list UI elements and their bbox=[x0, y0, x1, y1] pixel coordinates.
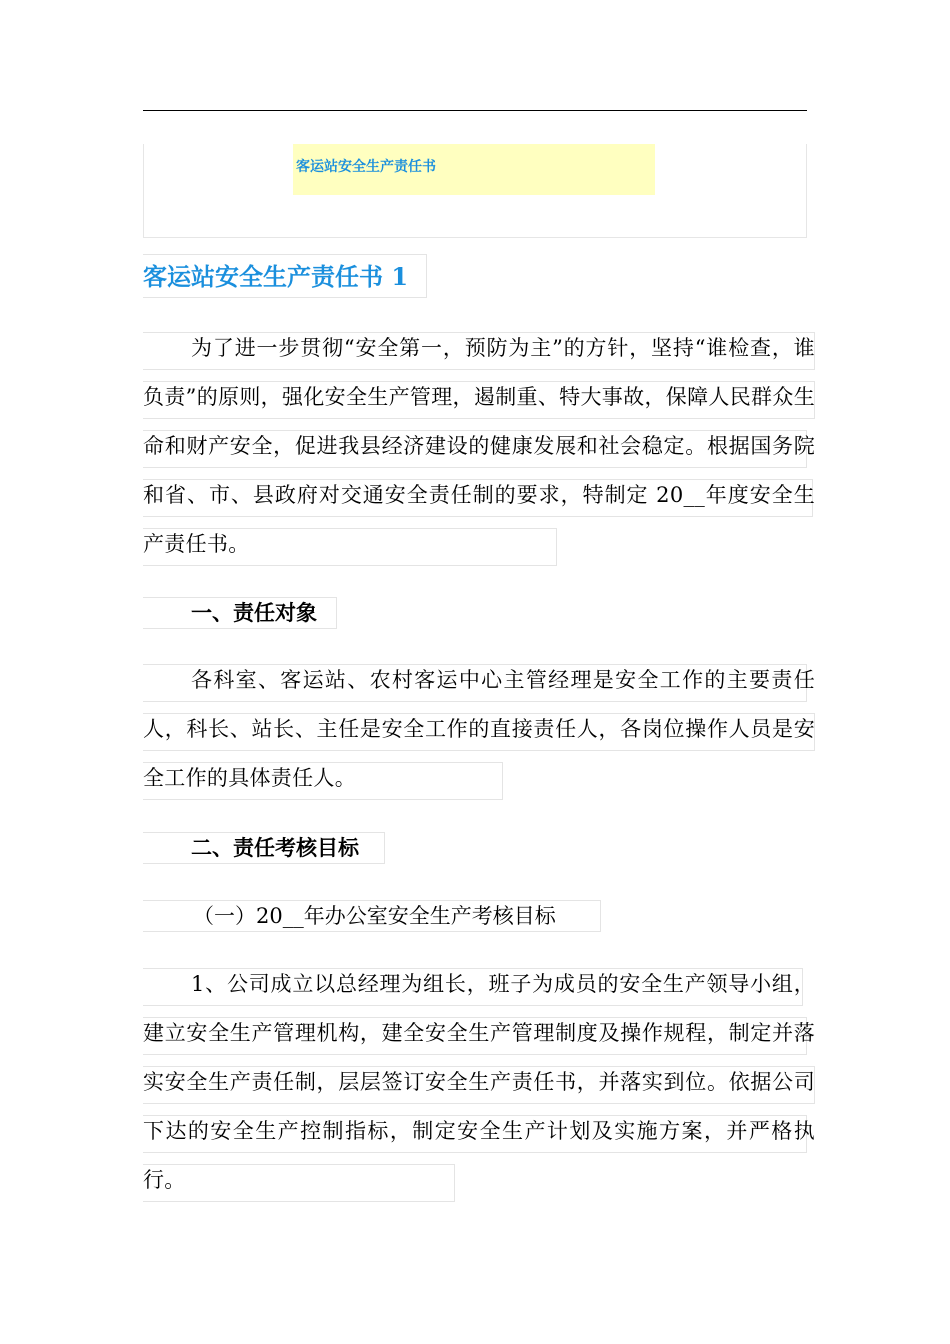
section2-item1-paragraph bbox=[143, 960, 815, 1205]
section1-heading: 一、责任对象 bbox=[143, 597, 337, 629]
section2-subheading: （一）20__年办公室安全生产考核目标 bbox=[143, 900, 601, 932]
intro-paragraph bbox=[143, 324, 815, 569]
section2-heading: 二、责任考核目标 bbox=[143, 832, 385, 864]
header-rule bbox=[143, 110, 807, 111]
section2-item1-text: 1、公司成立以总经理为组长，班子为成员的安全生产领导小组，建立安全生产管理机构，建全安全生产管理制度及操作规程，制定并落实安全生产责任制，层层签订安全生产责任书，并落实到位。依据公司下达的安全生产控制指标，制定安全生产计划及实施方案，并严格执行。 bbox=[143, 972, 815, 1192]
header-title: 客运站安全生产责任书 bbox=[296, 159, 436, 175]
section1-paragraph bbox=[143, 656, 815, 803]
intro-text: 为了进一步贯彻“安全第一，预防为主”的方针，坚持“谁检查，谁负责”的原则，强化安全生产管理，遏制重、特大事故，保障人民群众生命和财产安全，促进我县经济建设的健康发展和社会稳定。根据国务院和省、市、县政府对交通安全责任制的要求，特制定 20__年度安全生产责任书。 bbox=[143, 336, 815, 556]
section1-text: 各科室、客运站、农村客运中心主管经理是安全工作的主要责任人，科长、站长、主任是安全工作的直接责任人，各岗位操作人员是安全工作的具体责任人。 bbox=[143, 668, 815, 790]
document-title: 客运站安全生产责任书 1 bbox=[143, 254, 427, 298]
